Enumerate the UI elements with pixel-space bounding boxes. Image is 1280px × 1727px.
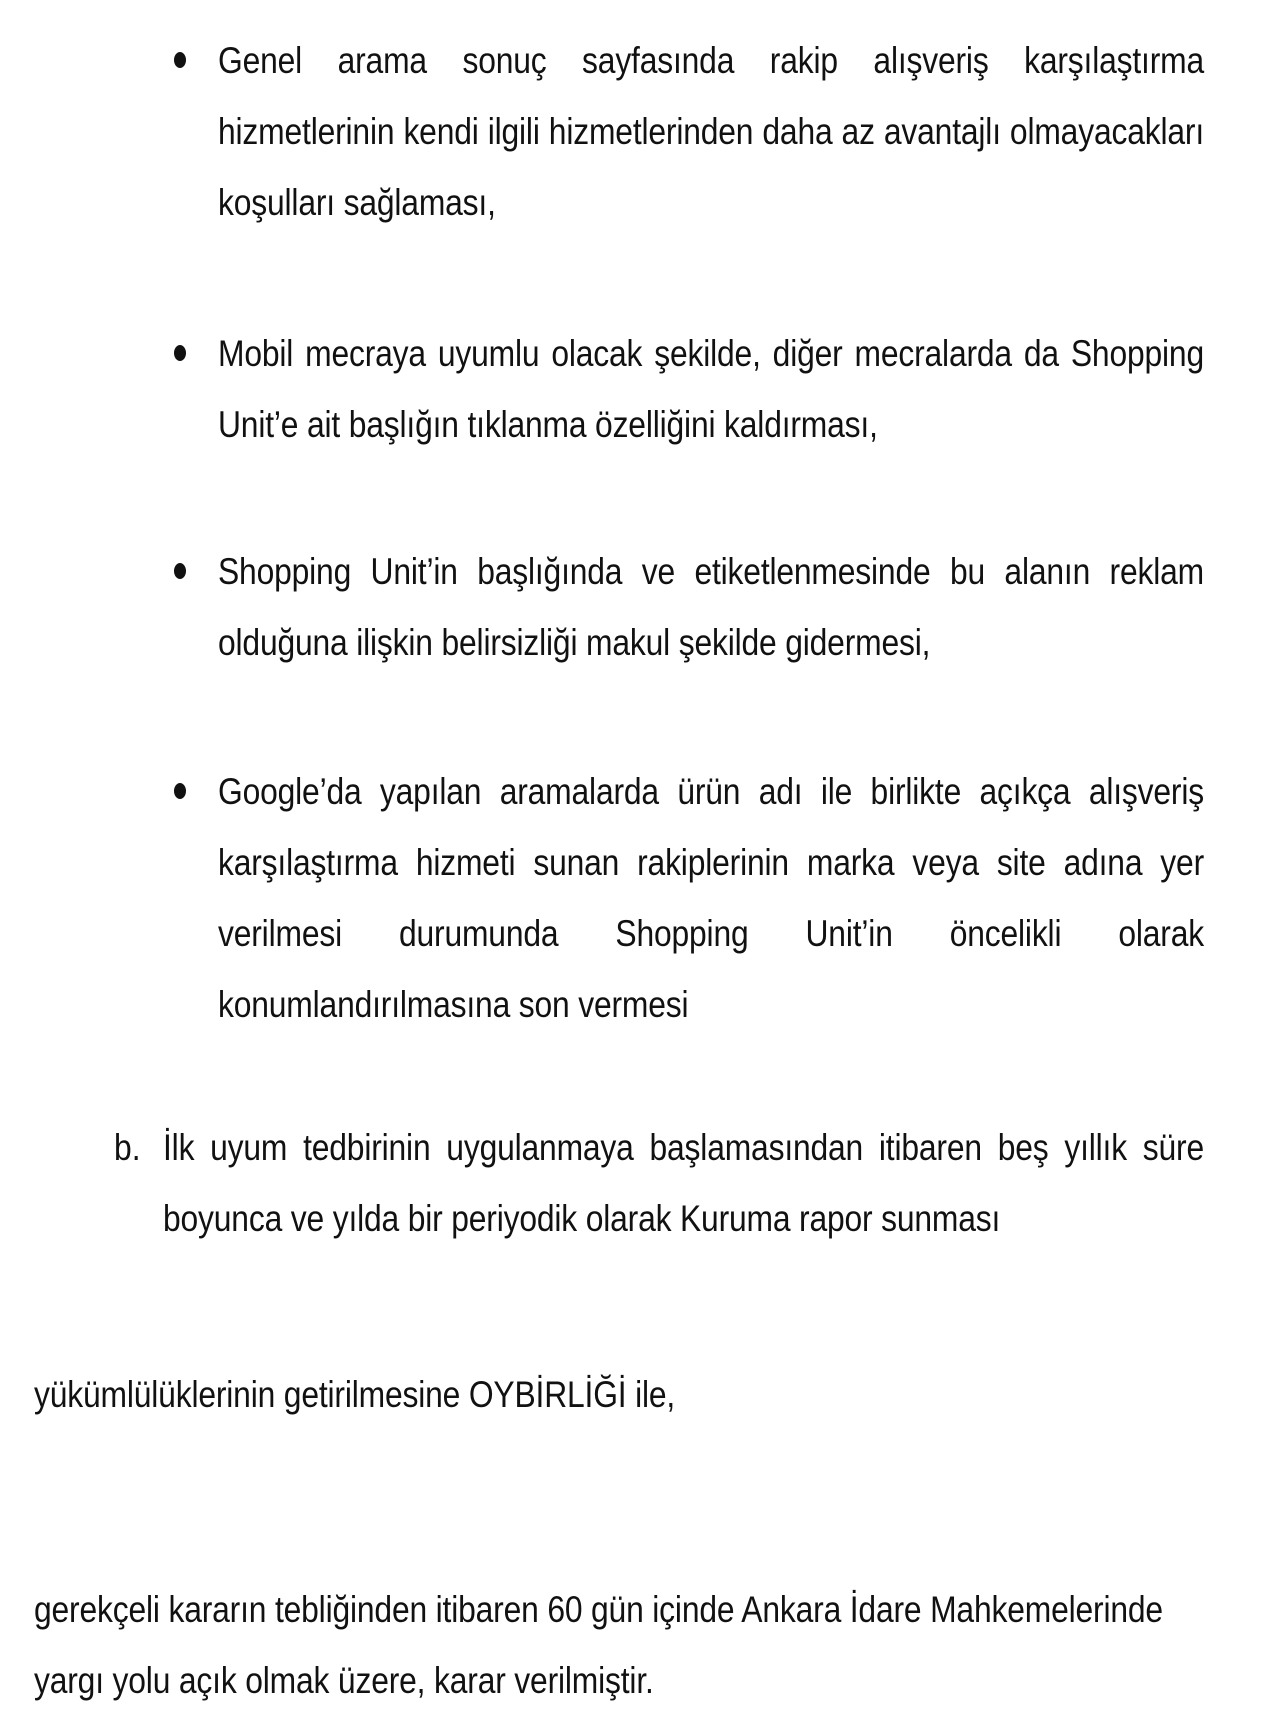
decision-paragraph (34, 1574, 1214, 1716)
list-item (218, 536, 1204, 678)
list-item (218, 25, 1204, 238)
list-item-text: Genel arama sonuç sayfasında rakip alışveriş karşılaştırma hizmetlerinin kendi ilgili hizmetlerinden daha az avantajlı olmayacakları koşulları sağlaması, (218, 40, 1204, 223)
bullet-icon (174, 52, 186, 68)
decision-text: gerekçeli kararın tebliğinden itibaren 60 gün içinde Ankara İdare Mahkemelerinde yargı yolu açık olmak üzere, karar verilmiştir. (34, 1589, 1163, 1701)
list-item-text: Google’da yapılan aramalarda ürün adı ile birlikte açıkça alışveriş karşılaştırma hizmeti sunan rakiplerinin marka veya site adına yer verilmesi durumunda Shopping Unit’in öncelikli olarak konumlandırılmasına son vermesi (218, 771, 1204, 1025)
bullet-icon (174, 783, 186, 799)
bullet-icon (174, 345, 186, 361)
obligation-paragraph (34, 1359, 1214, 1430)
sub-list-marker: b. (114, 1127, 141, 1168)
list-item (218, 318, 1204, 460)
sub-list-item (114, 1112, 1204, 1254)
list-item-text: Shopping Unit’in başlığında ve etiketlenmesinde bu alanın reklam olduğuna ilişkin belirsizliği makul şekilde gidermesi, (218, 551, 1204, 663)
sub-list-item-text: İlk uyum tedbirinin uygulanmaya başlamasından itibaren beş yıllık süre boyunca ve yılda bir periyodik olarak Kuruma rapor sunması (163, 1127, 1204, 1239)
obligation-text: yükümlülüklerinin getirilmesine OYBİRLİĞİ ile, (34, 1374, 676, 1415)
bullet-icon (174, 563, 186, 579)
list-item-text: Mobil mecraya uyumlu olacak şekilde, diğer mecralarda da Shopping Unit’e ait başlığın tıklanma özelliğini kaldırması, (218, 333, 1204, 445)
list-item (218, 756, 1204, 1040)
